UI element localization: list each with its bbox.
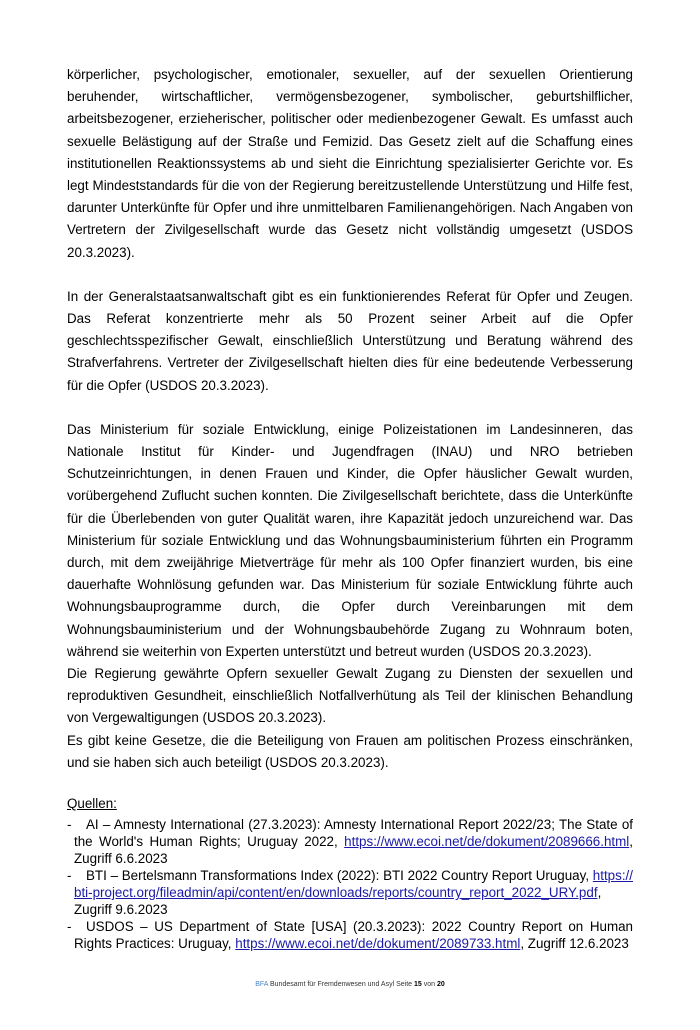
paragraph: Das Ministerium für soziale Entwicklung, einige Polizeistationen im Landesinneren, das Nationale Institut für Kinder- und Jugendfragen (INAU) und NRO betrieben Schutzeinrichtungen, in denen Frauen und Kinder, die Opfer häuslicher Gewalt wurden, vorübergehend Zuflucht suchen konnten. Die Zivilgesellschaft berichtete, dass die Unterkünfte für die Überlebenden von guter Qualität waren, ihre Kapazität jedoch unzureichend war. Das Ministerium für soziale Entwicklung und das Wohnungsbauministerium führten ein Programm durch, mit dem zweijährige Mietverträge für mehr als 100 Opfer finanziert wurden, bis eine dauerhafte Wohnlösung gefunden war. Das Ministerium für soziale Entwicklung führte auch Wohnungsbauprogramme durch, die Opfer durch Vereinbarungen mit dem Wohnungsbauministerium und der Wohnungsbaubehörde Zugang zu Wohnraum boten, während sie weiterhin von Experten unterstützt und betreut wurden (USDOS 20.3.2023).: [67, 421, 633, 659]
list-dash: -: [67, 817, 72, 833]
list-dash: -: [67, 919, 72, 935]
source-item: - BTI – Bertelsmann Transformations Index (2022): BTI 2022 Country Report Uruguay, https://bti-project.org/fileadmin/api/content/en/downloads/reports/country_report_2022_URY.pdf, Zugriff 9.6.2023: [67, 868, 633, 918]
sources-heading: Quellen:: [67, 796, 117, 812]
paragraph: Es gibt keine Gesetze, die die Beteiligung von Frauen am politischen Prozess einschränken, und sie haben sich auch beteiligt (USDOS 20.3.2023).: [67, 732, 633, 770]
document-body: [67, 0, 633, 952]
footer-org: Bundesamt für Fremdenwesen und Asyl: [270, 981, 395, 989]
paragraph: körperlicher, psychologischer, emotionaler, sexueller, auf der sexuellen Orientierung beruhender, wirtschaftlicher, vermögensbezogener, symbolischer, geburtshilflicher, arbeitsbezogener, erzieherischer, politischer oder medienbezogener Gewalt. Es umfasst auch sexuelle Belästigung auf der Straße und Femizid. Das Gesetz zielt auf die Schaffung eines institutionellen Reaktionssystems ab und sieht die Einrichtung spezialisierter Gerichte vor. Es legt Mindeststandards für die von der Regierung bereitzustellende Unterstützung und Hilfe fest, darunter Unterkünfte für Opfer und ihre unmittelbaren Familienangehörigen. Nach Angaben von Vertretern der Zivilgesellschaft wurde das Gesetz nicht vollständig umgesetzt (USDOS 20.3.2023).: [67, 67, 633, 260]
footer-of: von: [423, 981, 436, 989]
page-footer: [0, 980, 700, 1030]
page-total: 20: [437, 981, 445, 989]
source-link[interactable]: https://www.ecoi.net/de/dokument/2089666.html: [344, 834, 630, 850]
footer-page-label: Seite: [396, 981, 413, 989]
page-number: 15: [414, 981, 422, 989]
list-dash: -: [67, 868, 72, 884]
source-link[interactable]: https://bti-project.org/fileadmin/api/content/en/downloads/reports/country_report_2022_URY.pdf: [74, 868, 633, 901]
source-link[interactable]: https://www.ecoi.net/de/dokument/2089733.html: [235, 936, 521, 952]
paragraph: In der Generalstaatsanwaltschaft gibt es ein funktionierendes Referat für Opfer und Zeugen. Das Referat konzentrierte mehr als 50 Prozent seiner Arbeit auf die Opfer geschlechtsspezifischer Gewalt, einschließlich Unterstützung und Beratung während des Strafverfahrens. Vertreter der Zivilgesellschaft hielten dies für eine bedeutende Verbesserung für die Opfer (USDOS 20.3.2023).: [67, 288, 633, 393]
source-item: - AI – Amnesty International (27.3.2023): Amnesty International Report 2022/23; The State of the World's Human Rights; Uruguay 2022, https://www.ecoi.net/de/dokument/2089666.html, Zugriff 6.6.2023: [67, 817, 633, 867]
sources-list: [67, 816, 633, 952]
bfa-logo: BFA: [255, 981, 269, 989]
source-item: - USDOS – US Department of State [USA] (20.3.2023): 2022 Country Report on Human Rights Practices: Uruguay, https://www.ecoi.net/de/dokument/2089733.html, Zugriff 12.6.2023: [67, 919, 633, 952]
paragraph: Die Regierung gewährte Opfern sexueller Gewalt Zugang zu Diensten der sexuellen und reproduktiven Gesundheit, einschließlich Notfallverhütung als Teil der klinischen Behandlung von Vergewaltigungen (USDOS 20.3.2023).: [67, 666, 633, 726]
